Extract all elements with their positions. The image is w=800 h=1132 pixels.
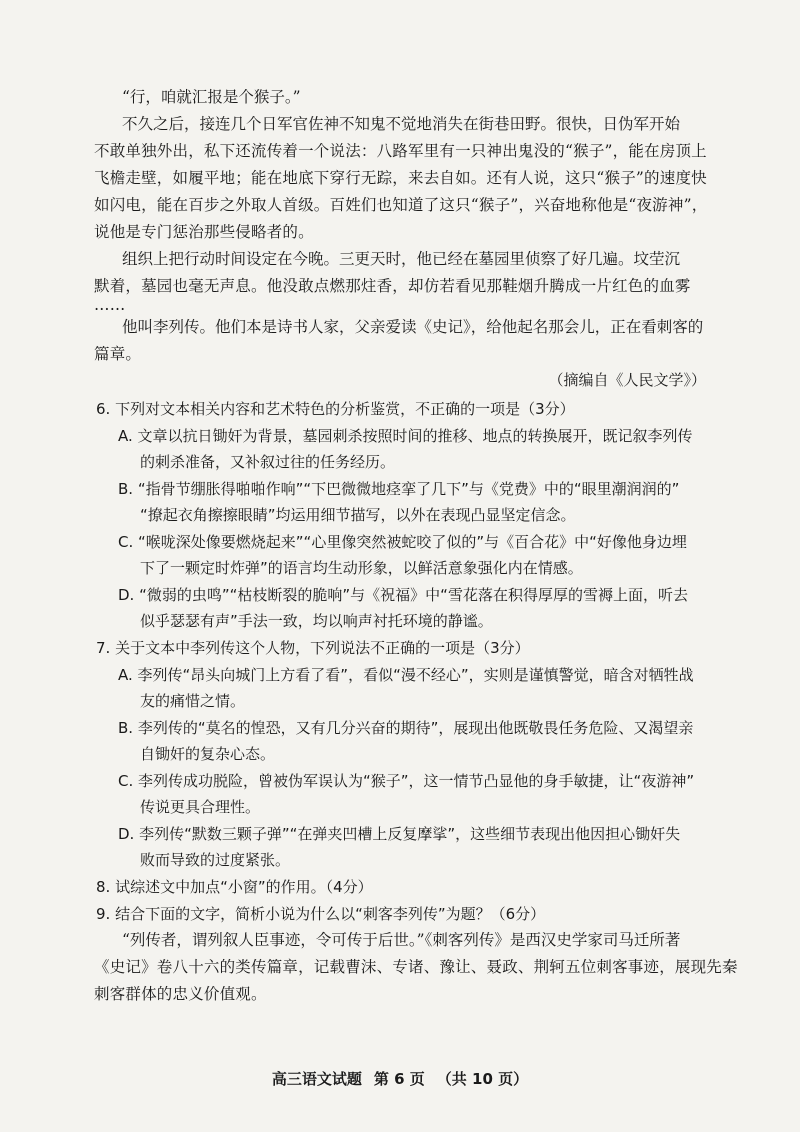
question-7-option-b: B. 李列传的“莫名的惶恐，又有几分兴奋的期待”，展现出他既敬畏任务危险、又渴望亲	[118, 719, 694, 737]
question-7-option-b-cont: 自锄奸的复杂心态。	[140, 745, 276, 763]
question-6-option-a-cont: 的刺杀准备，又补叙过往的任务经历。	[140, 453, 396, 471]
question-6-option-b-cont: “撩起衣角擦擦眼睛”均运用细节描写，以外在表现凸显坚定信念。	[140, 506, 576, 524]
question-6-option-d: D. “微弱的虫鸣”“枯枝断裂的脆响”与《祝福》中“雪花落在积得厚厚的雪褥上面，听去	[118, 586, 688, 604]
passage-line: 组织上把行动时间设定在今晚。三更天时，他已经在墓园里侦察了好几遍。坟茔沉	[122, 250, 681, 268]
question-6-option-a: A. 文章以抗日锄奸为背景，墓园刺杀按照时间的推移、地点的转换展开，既记叙李列传	[118, 427, 693, 445]
passage-line: 他叫李列传。他们本是诗书人家，父亲爱读《史记》，给他起名那会儿，正在看刺客的	[122, 318, 704, 336]
question-7-option-a-cont: 友的痛惜之情。	[140, 692, 246, 710]
footer-total-pages: （共 10 页）	[436, 1070, 529, 1088]
question-7-option-c: C. 李列传成功脱险，曾被伪军误认为“猴子”，这一情节凸显他的身手敏捷，让“夜游神”	[118, 772, 695, 790]
passage-line: 篇章。	[94, 345, 142, 363]
passage-line: 不敢单独外出，私下还流传着一个说法：八路军里有一只神出鬼没的“猴子”，能在房顶上	[94, 142, 707, 160]
question-6-stem: 6. 下列对文本相关内容和艺术特色的分析鉴赏，不正确的一项是（3分）	[96, 400, 575, 418]
question-8-stem: 8. 试综述文中加点“小窗”的作用。（4分）	[96, 878, 373, 896]
passage-line: 如闪电，能在百步之外取人首级。百姓们也知道了这只“猴子”，兴奋地称他是“夜游神”，	[94, 196, 708, 214]
passage-line: 默着，墓园也毫无声息。他没敢点燃那炷香，却仿若看见那鞋烟升腾成一片红色的血雾	[94, 277, 691, 295]
question-6-option-b: B. “指骨节绷胀得啪啪作响”“下巴微微地痉挛了几下”与《党费》中的“眼里潮润润的”	[118, 480, 680, 498]
question-6-option-d-cont: 似乎瑟瑟有声”手法一致，均以响声衬托环境的静谧。	[140, 612, 493, 630]
question-7-option-d-cont: 败而导致的过度紧张。	[140, 851, 291, 869]
question-9-quote: “列传者，谓列叙人臣事迹，令可传于后世。”《刺客列传》是西汉史学家司马迁所著	[122, 931, 681, 949]
passage-line: ……	[94, 296, 126, 314]
question-7-option-d: D. 李列传“默数三颗子弹”“在弹夹凹槽上反复摩挲”，这些细节表现出他因担心锄奸失	[118, 825, 681, 843]
passage-source: （摘编自《人民文学》）	[548, 371, 706, 389]
question-9-quote: 《史记》卷八十六的类传篇章，记载曹沫、专诸、豫让、聂政、荆轲五位刺客事迹，展现先秦	[94, 958, 738, 976]
question-9-quote: 刺客群体的忠义价值观。	[94, 985, 267, 1003]
question-6-option-c-cont: 下了一颗定时炸弹”的语言均生动形象，以鲜活意象强化内在情感。	[140, 559, 583, 577]
question-7-option-c-cont: 传说更具合理性。	[140, 798, 261, 816]
question-7-stem: 7. 关于文本中李列传这个人物，下列说法不正确的一项是（3分）	[96, 639, 530, 657]
footer-page-number: 第 6 页	[373, 1070, 425, 1088]
question-7-option-a: A. 李列传“昂头向城门上方看了看”，看似“漫不经心”，实则是谨慎警觉，暗含对牺牲战	[118, 666, 694, 684]
passage-line: 说他是专门惩治那些侵略者的。	[94, 223, 314, 241]
question-9-stem: 9. 结合下面的文字，简析小说为什么以“刺客李列传”为题？（6分）	[96, 905, 546, 923]
passage-line: 不久之后，接连几个日军官佐神不知鬼不觉地消失在街巷田野。很快，日伪军开始	[122, 115, 681, 133]
passage-line: 飞檐走壁，如履平地；能在地底下穿行无踪，来去自如。还有人说，这只“猴子”的速度快	[94, 169, 707, 187]
footer-title: 高三语文试题	[271, 1070, 362, 1088]
question-6-option-c: C. “喉咙深处像要燃烧起来”“心里像突然被蛇咬了似的”与《百合花》中“好像他身边埋	[118, 533, 687, 551]
page-footer	[0, 1068, 800, 1089]
passage-line: “行，咱就汇报是个猴子。”	[122, 88, 301, 106]
